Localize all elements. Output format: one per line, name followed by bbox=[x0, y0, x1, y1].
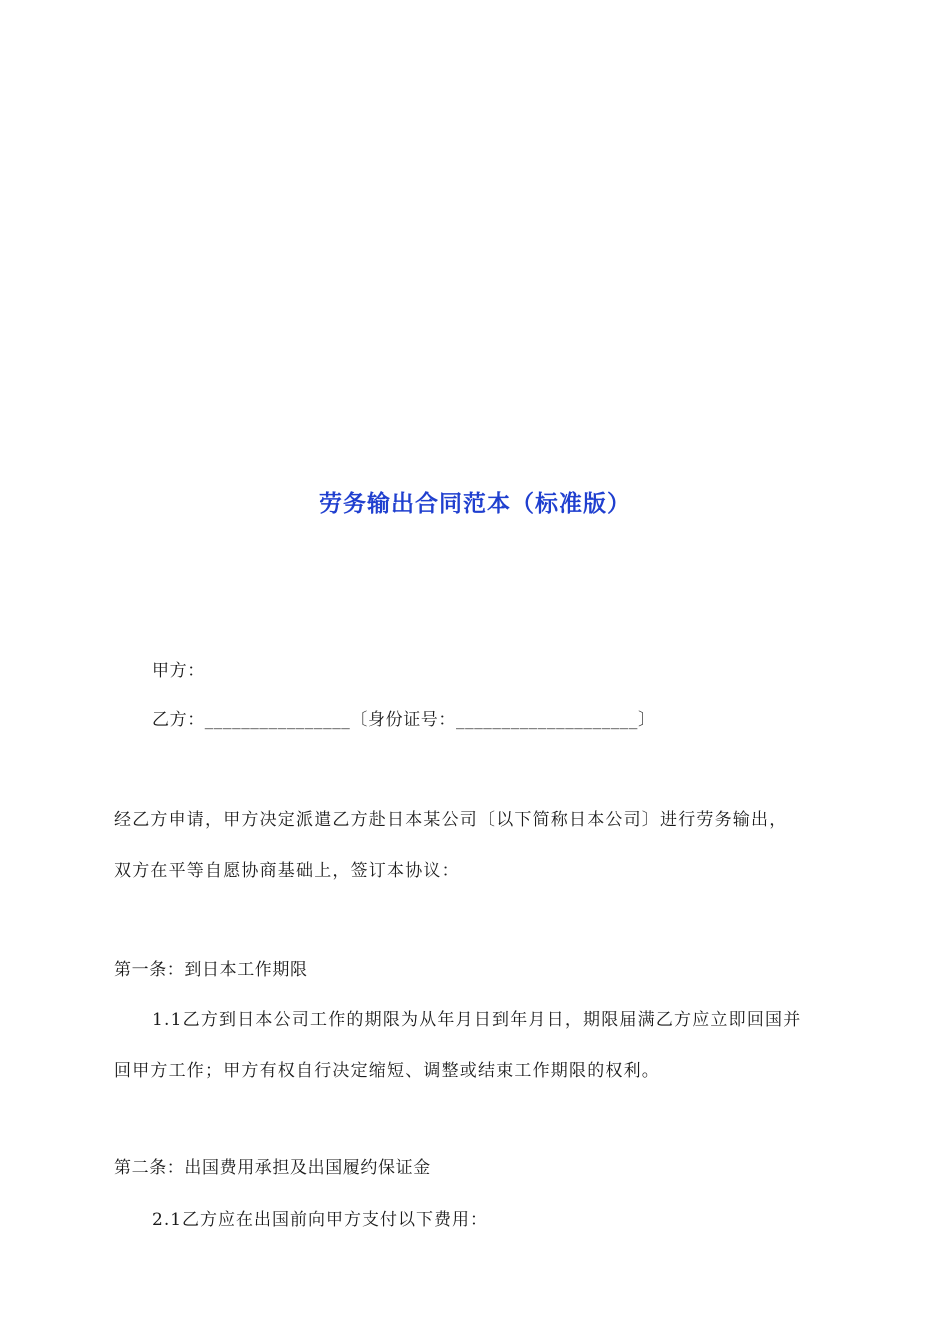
article-1-heading: 第一条：到日本工作期限 bbox=[114, 960, 308, 980]
intro-line-2: 双方在平等自愿协商基础上，签订本协议： bbox=[114, 861, 460, 881]
article-2-heading: 第二条：出国费用承担及出国履约保证金 bbox=[114, 1158, 431, 1178]
article-1-line-1: 1.1乙方到日本公司工作的期限为从年月日到年月日，期限届满乙方应立即回国并 bbox=[152, 1010, 802, 1030]
article-1-line-2: 回甲方工作；甲方有权自行决定缩短、调整或结束工作期限的权利。 bbox=[114, 1061, 660, 1081]
document-title: 劳务输出合同范本（标准版） bbox=[319, 491, 631, 517]
party-a-line: 甲方： bbox=[152, 661, 205, 681]
party-b-line: 乙方：________________〔身份证号：____________________〕 bbox=[152, 710, 656, 730]
intro-line-1: 经乙方申请，甲方决定派遣乙方赴日本某公司〔以下简称日本公司〕进行劳务输出， bbox=[114, 810, 788, 830]
article-2-line-1: 2.1乙方应在出国前向甲方支付以下费用： bbox=[152, 1210, 489, 1230]
